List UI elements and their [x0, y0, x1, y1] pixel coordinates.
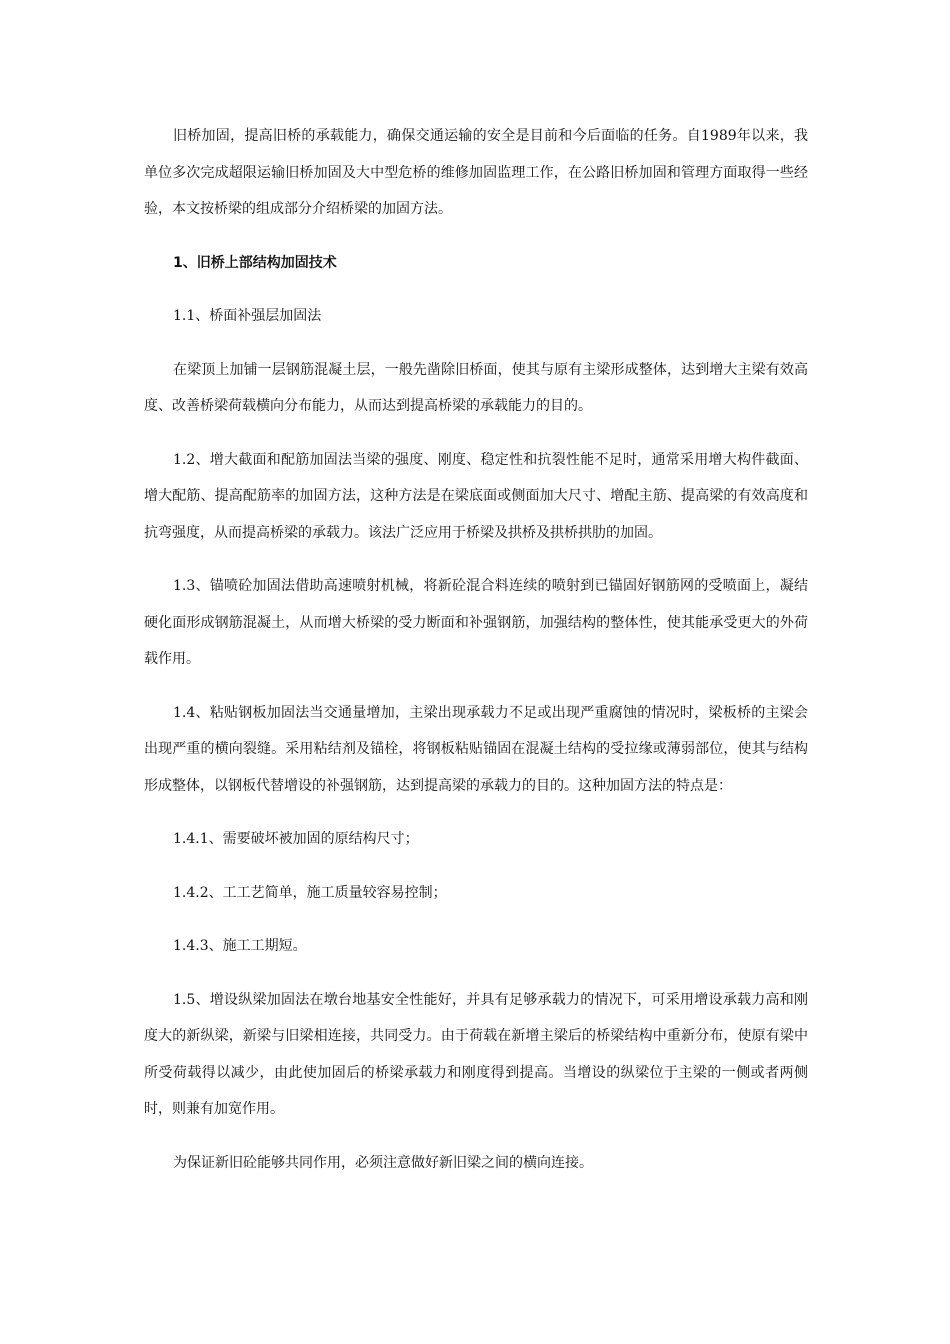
paragraph-1-2: 1.2、增大截面和配筋加固法当梁的强度、刚度、稳定性和抗裂性能不足时，通常采用增大构件截面、增大配筋、提高配筋率的加固方法，这种方法是在梁底面或侧面加大尺寸、增配主筋、提高梁的有效高度和抗弯强度，从而提高桥梁的承载力。该法广泛应用于桥梁及拱桥及拱桥拱肋的加固。: [144, 451, 808, 541]
list-item-1-4-2: 1.4.2、工工艺简单，施工质量较容易控制；: [173, 884, 447, 901]
paragraph-1-5: 1.5、增设纵梁加固法在墩台地基安全性能好，并具有足够承载力的情况下，可采用增设承载力高和刚度大的新纵梁，新梁与旧梁相连接，共同受力。由于荷载在新增主梁后的桥梁结构中重新分布，使原有梁中所受荷载得以减少，由此使加固后的桥梁承载力和刚度得到提高。当增设的纵梁位于主梁的一侧或者两侧时，则兼有加宽作用。: [144, 991, 808, 1117]
paragraph-1-3: 1.3、锚喷砼加固法借助高速喷射机械，将新砼混合料连续的喷射到已锚固好钢筋网的受喷面上，凝结硬化面形成钢筋混凝土，从而增大桥梁的受力断面和补强钢筋，加强结构的整体性，使其能承受更大的外荷载作用。: [144, 578, 808, 667]
document-body: [144, 118, 808, 1198]
paragraph-1-1: 在梁顶上加铺一层钢筋混凝土层，一般先凿除旧桥面，使其与原有主梁形成整体，达到增大主梁有效高度、改善桥梁荷载横向分布能力，从而达到提高桥梁的承载能力的目的。: [144, 361, 808, 414]
closing-paragraph: 为保证新旧砼能够共同作用，必须注意做好新旧梁之间的横向连接。: [173, 1154, 593, 1171]
list-item-1-4-3: 1.4.3、施工工期短。: [173, 938, 307, 954]
section-heading-1: 1、旧桥上部结构加固技术: [173, 254, 337, 271]
list-item-1-4-1: 1.4.1、需要破坏被加固的原结构尺寸；: [173, 831, 419, 847]
subsection-heading-1-1: 1.1、桥面补强层加固法: [173, 308, 322, 324]
paragraph-1-4: 1.4、粘贴钢板加固法当交通量增加，主梁出现承载力不足或出现严重腐蚀的情况时，梁板桥的主梁会出现严重的横向裂缝。采用粘结剂及锚栓，将钢板粘贴锚固在混凝土结构的受拉缘或薄弱部位，使其与结构形成整体，以钢板代替增设的补强钢筋，达到提高梁的承载力的目的。这种加固方法的特点是：: [144, 704, 808, 794]
intro-paragraph: 旧桥加固，提高旧桥的承载能力，确保交通运输的安全是目前和今后面临的任务。自1989年以来，我单位多次完成超限运输旧桥加固及大中型危桥的维修加固监理工作，在公路旧桥加固和管理方面取得一些经验，本文按桥梁的组成部分介绍桥梁的加固方法。: [144, 128, 808, 217]
